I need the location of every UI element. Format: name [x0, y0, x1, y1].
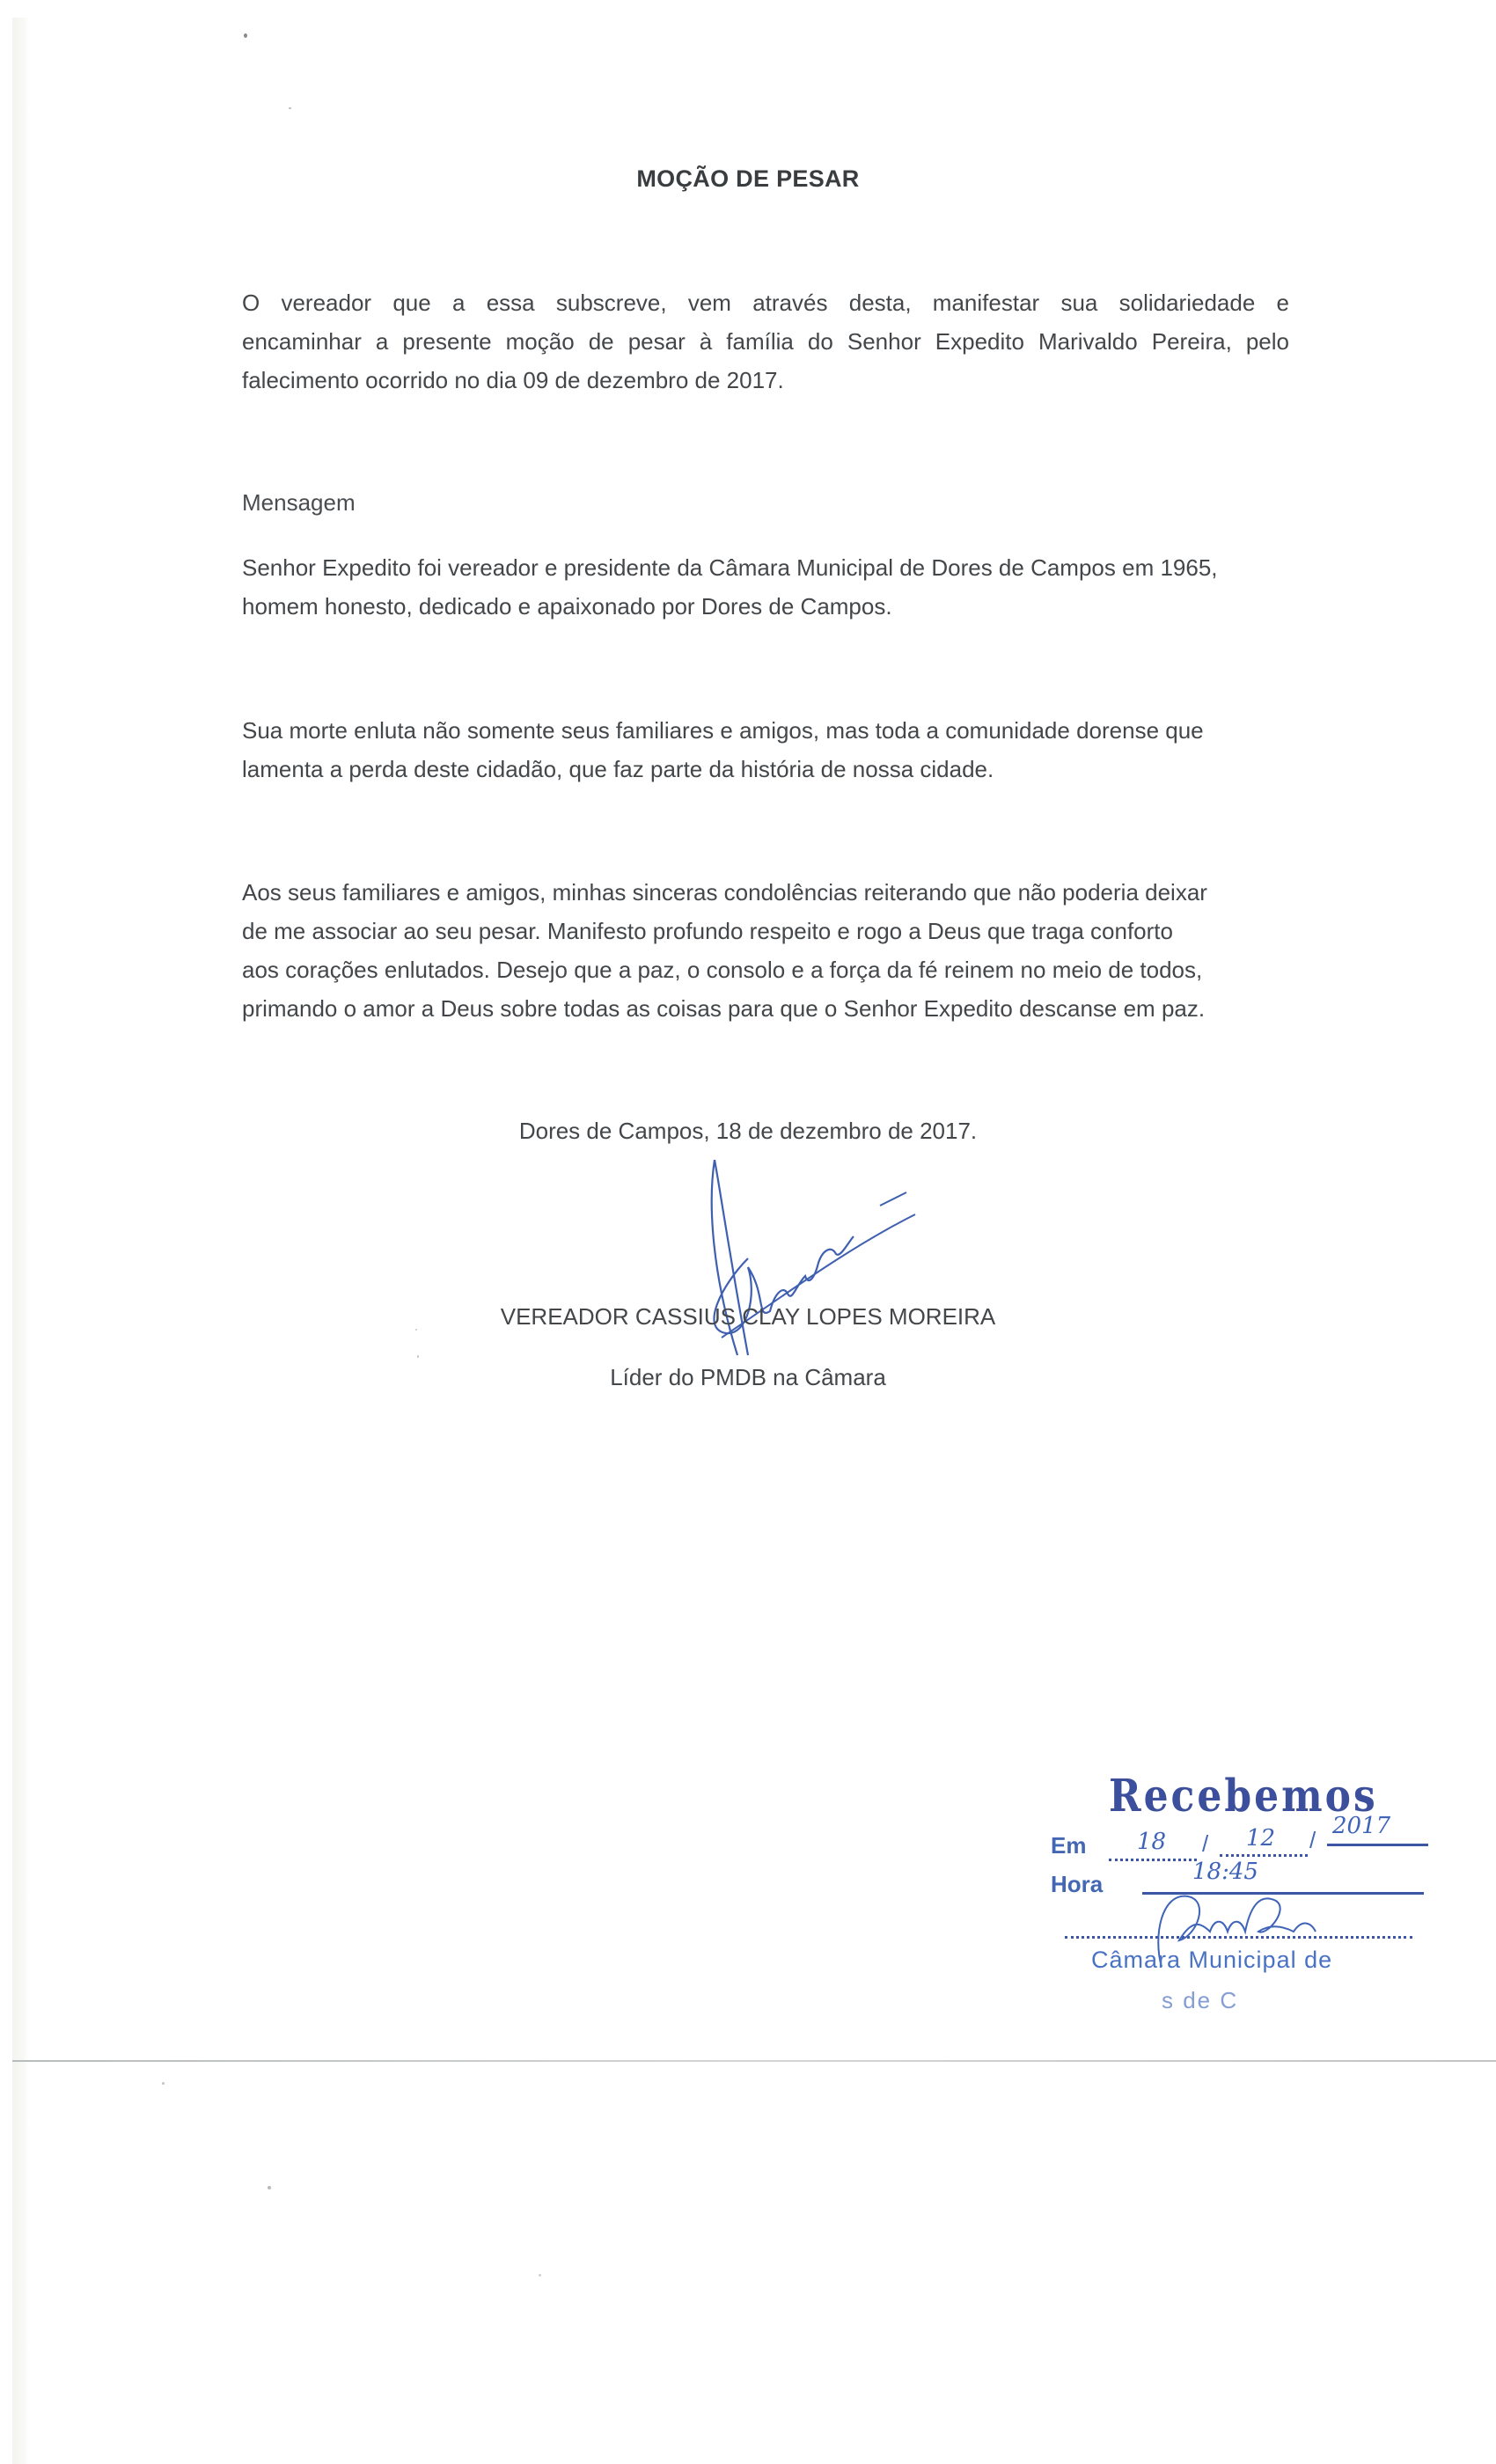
- section-heading: Mensagem: [242, 489, 356, 516]
- paragraph-message-2: [242, 711, 1289, 788]
- page-cut-line: [12, 2060, 1496, 2062]
- stamp-month-line: [1220, 1854, 1308, 1857]
- paragraph-line: falecimento ocorrido no dia 09 de dezembro de 2017.: [242, 367, 784, 393]
- stamp-separator: /: [1202, 1830, 1209, 1857]
- scan-edge-shadow: [12, 18, 30, 2464]
- paragraph-line: homem honesto, dedicado e apaixonado por Dores de Campos.: [242, 593, 892, 620]
- stamp-month: 12: [1246, 1825, 1276, 1852]
- stamp-year: 2017: [1332, 1813, 1391, 1839]
- signatory-name: VEREADOR CASSIUS CLAY LOPES MOREIRA: [500, 1303, 996, 1330]
- handwritten-signature: [616, 1153, 933, 1382]
- scan-speck: [268, 2186, 271, 2189]
- stamp-time-label: Hora: [1051, 1871, 1104, 1897]
- received-stamp: [1038, 1751, 1478, 2033]
- signature-stroke: [880, 1192, 906, 1206]
- paragraph-line: Sua morte enluta não somente seus familiares e amigos, mas toda a comunidade dorense que: [242, 717, 1204, 744]
- signatory-role: Líder do PMDB na Câmara: [610, 1364, 886, 1390]
- stamp-date-label: Em: [1051, 1832, 1087, 1859]
- scan-speck: [539, 2274, 541, 2277]
- scan-speck: [244, 33, 247, 38]
- paragraph-intro: [242, 283, 1289, 400]
- scan-speck: [162, 2082, 165, 2085]
- paragraph-line: de me associar ao seu pesar. Manifesto profundo respeito e rogo a Deus que traga conforto: [242, 918, 1173, 944]
- stamp-day: 18: [1137, 1829, 1167, 1855]
- paragraph-line: Aos seus familiares e amigos, minhas sinceras condolências reiterando que não poderia deixar: [242, 879, 1207, 906]
- stamp-separator: /: [1309, 1827, 1316, 1853]
- stamp-year-line: [1327, 1844, 1428, 1846]
- paragraph-line: aos corações enlutados. Desejo que a paz, o consolo e a força da fé reinem no meio de todos,: [242, 957, 1203, 983]
- scan-speck: [289, 107, 291, 109]
- stamp-institution-partial: s de C: [1162, 1987, 1239, 2013]
- paragraph-message-1: [242, 548, 1289, 626]
- paragraph-line: primando o amor a Deus sobre todas as coisas para que o Senhor Expedito descanse em paz.: [242, 995, 1206, 1022]
- stamp-institution: Câmara Municipal de: [1091, 1947, 1333, 1973]
- stamp-time: 18:45: [1192, 1859, 1258, 1885]
- paragraph-line: Senhor Expedito foi vereador e presidente da Câmara Municipal de Dores de Campos em 1965,: [242, 554, 1218, 581]
- stamp-day-line: [1109, 1859, 1197, 1861]
- stamp-title: Recebemos: [1109, 1771, 1378, 1822]
- document-title: MOÇÃO DE PESAR: [636, 165, 860, 192]
- paragraph-line: O vereador que a essa subscreve, vem através desta, manifestar sua solidariedade e: [242, 290, 1289, 316]
- paragraph-message-3: [242, 873, 1289, 1028]
- paragraph-line: encaminhar a presente moção de pesar à família do Senhor Expedito Marivaldo Pereira, pelo: [242, 328, 1289, 355]
- place-date: Dores de Campos, 18 de dezembro de 2017.: [518, 1118, 978, 1144]
- paragraph-line: lamenta a perda deste cidadão, que faz parte da história de nossa cidade.: [242, 756, 994, 782]
- scan-speck: [417, 1355, 419, 1358]
